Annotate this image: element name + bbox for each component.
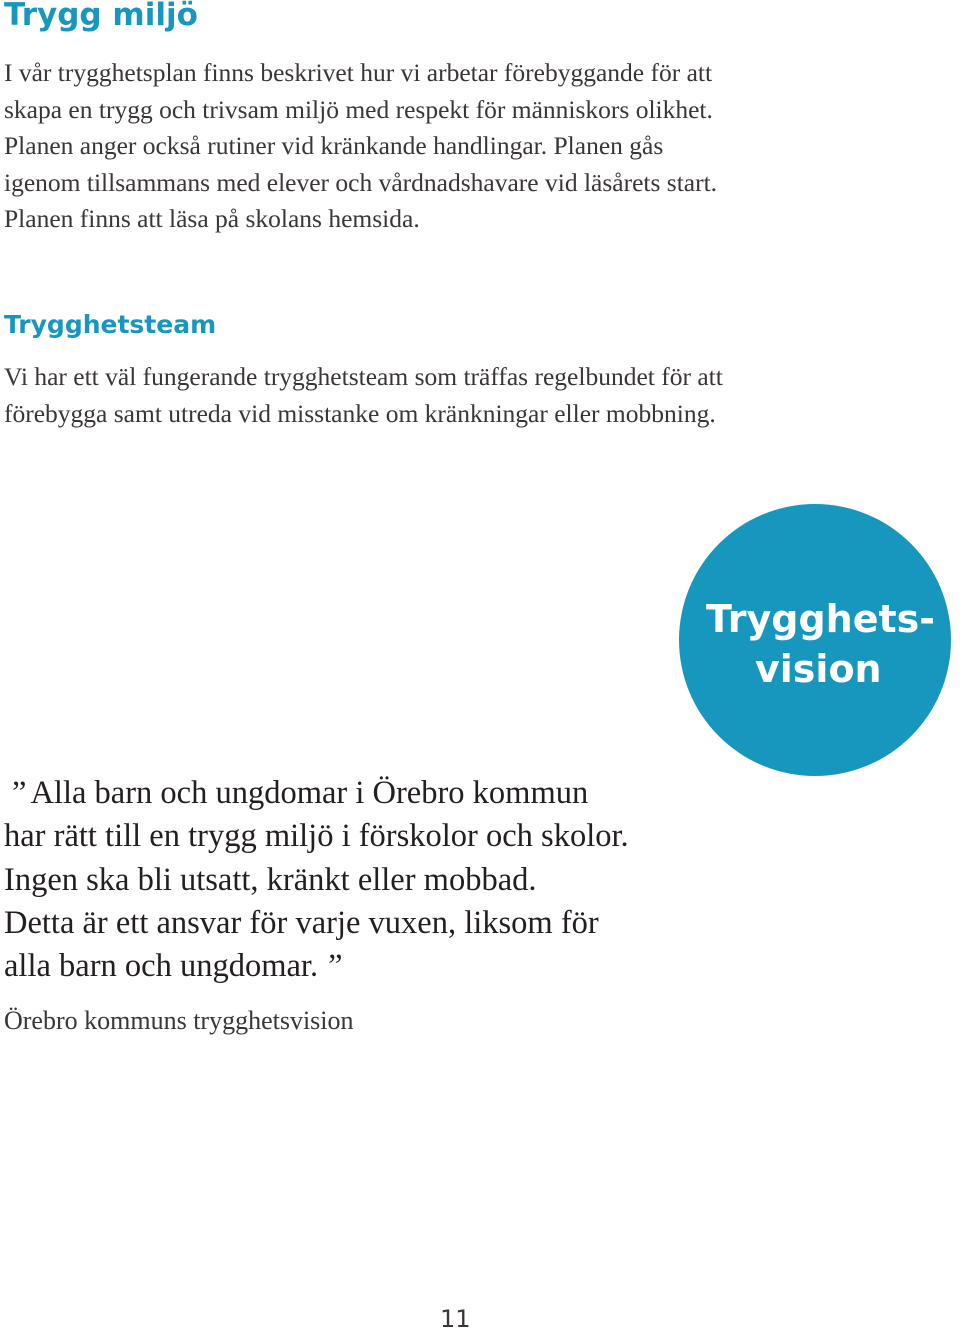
close-quote-mark: ” — [328, 948, 343, 985]
paragraph-line: Planen finns att läsa på skolans hemsida. — [4, 204, 420, 233]
paragraph-line: Vi har ett väl fungerande trygghetsteam som träffas regelbundet för att — [4, 362, 723, 391]
open-quote-mark: ” — [12, 775, 27, 811]
quote-line — [4, 772, 629, 815]
badge-label-line: Trygghets- — [706, 597, 936, 641]
vision-quote — [4, 772, 629, 988]
paragraph-line: I vår trygghetsplan finns beskrivet hur vi arbetar förebyggande för att — [4, 58, 713, 87]
trygghetsvision-badge — [679, 504, 951, 776]
section-heading-trygghetsteam: Trygghetsteam — [4, 310, 217, 339]
paragraph-line: skapa en trygg och trivsam miljö med respekt för människors olikhet. — [4, 94, 713, 124]
quote-text: alla barn och ungdomar. — [4, 948, 319, 985]
quote-line: Ingen ska bli utsatt, kränkt eller mobbad. — [4, 861, 537, 898]
page-number: 11 — [440, 1305, 471, 1333]
paragraph-line: igenom tillsammans med elever och vårdnadshavare vid läsårets start. — [4, 167, 718, 197]
trygg-miljo-paragraph — [4, 55, 717, 238]
quote-line: har rätt till en trygg miljö i förskolor och skolor. — [4, 818, 629, 855]
section-heading-trygg-miljo: Trygg miljö — [4, 0, 198, 33]
quote-text: Alla barn och ungdomar i Örebro kommun — [30, 775, 589, 811]
quote-line — [4, 945, 629, 988]
quote-line: Detta är ett ansvar för varje vuxen, liksom för — [4, 904, 599, 941]
paragraph-line: förebygga samt utreda vid misstanke om kränkningar eller mobbning. — [4, 398, 716, 428]
quote-source: Örebro kommuns trygghetsvision — [4, 1006, 354, 1035]
trygghetsteam-paragraph — [4, 359, 723, 432]
paragraph-line: Planen anger också rutiner vid kränkande handlingar. Planen gås — [4, 131, 664, 160]
badge-label-line: vision — [755, 647, 882, 691]
